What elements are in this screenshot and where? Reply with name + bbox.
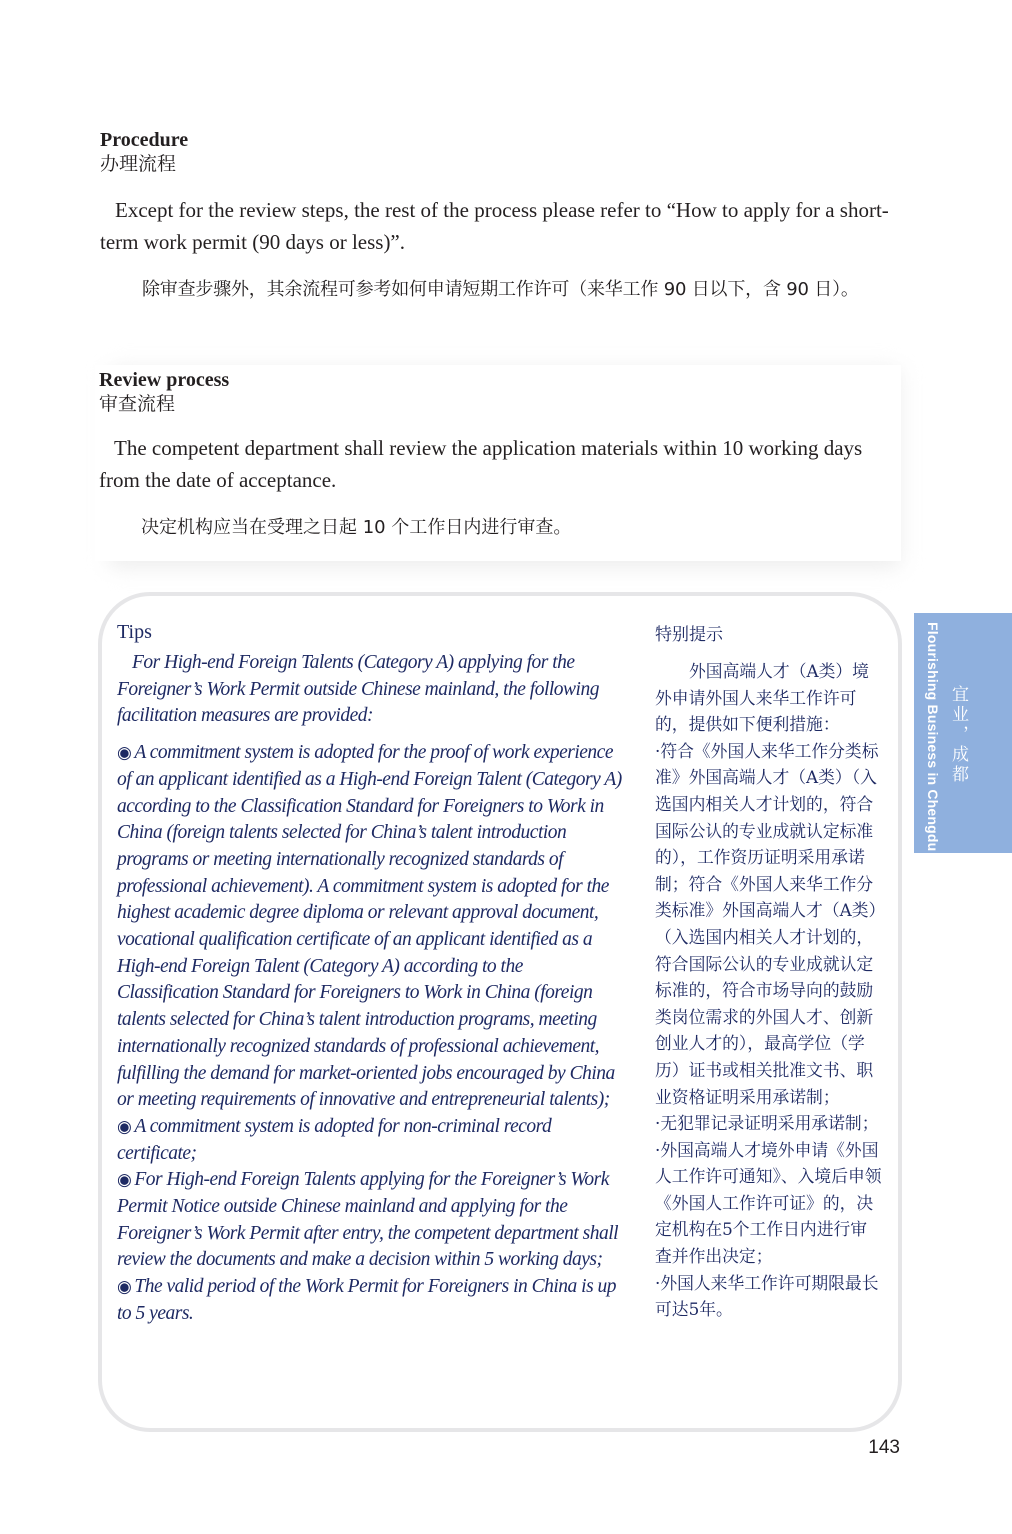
tips-item-en: ◉ For High-end Foreign Talents applying for the Foreigner’s Work Permit Notice outside Chinese mainland and applying for the Foreigner’s Work Permit after entry, the competent department shall review the documents and make a decision within 5 working days;	[117, 1169, 619, 1271]
side-tab-chinese: 宜业，成都	[948, 685, 968, 785]
tips-title-en: Tips	[117, 621, 152, 643]
tips-title-zh: 特别提示	[655, 625, 723, 645]
procedure-section	[100, 128, 900, 306]
review-section	[99, 368, 869, 544]
tips-item-en: ◉ A commitment system is adopted for the proof of work experience of an applicant identified as a High-end Foreign Talent (Category A) according to the Classification Standard for Foreigners to Work in China (foreign talents selected for China’s talent introduction programs or meeting internationally recognized standards of professional achievement). A commitment system is adopted for the highest academic degree diploma or relevant approval document, vocational qualification certificate of an applicant identified as a High-end Foreign Talent (Category A) according to the Classification Standard for Foreigners to Work in China (foreign talents selected for China’s talent introduction programs, meeting internationally recognized standards of professional achievement, fulfilling the demand for market-oriented jobs encouraged by China or meeting requirements of innovative and entrepreneurial talents);	[117, 742, 622, 1111]
side-tab-english: Flourishing Business in Chengdu	[925, 622, 941, 852]
tips-intro-zh: 外国高端人才（A类）境外申请外国人来华工作许可的，提供如下便利措施：	[655, 661, 869, 735]
review-title-en: Review process	[99, 369, 230, 391]
tips-chinese-column	[655, 622, 883, 1323]
procedure-text-en: Except for the review steps, the rest of the process please refer to “How to apply for a short-term work permit (90 days or less)”.	[100, 198, 889, 254]
page-number: 143	[868, 1437, 900, 1458]
procedure-title-zh: 办理流程	[100, 153, 177, 175]
review-title-zh: 审查流程	[99, 393, 176, 415]
tips-item-zh: ·外国人来华工作许可期限最长可达5年。	[655, 1272, 879, 1320]
tips-english-column	[117, 620, 627, 1328]
tips-item-zh: ·符合《外国人来华工作分类标准》外国高端人才（A类）（入选国内相关人才计划的，符合国际公认的专业成就认定标准的），工作资历证明采用承诺制；符合《外国人来华工作分类标准》外国高端人才（A类）（入选国内相关人才计划的，符合国际公认的专业成就认定标准的，符合市场导向的鼓励类岗位需求的外国人才、创新创业人才的），最高学位（学历）证书或相关批准文书、职业资格证明采用承诺制；	[655, 740, 879, 1107]
bullet-icon: ◉	[117, 1116, 132, 1136]
tips-item-en: ◉ The valid period of the Work Permit for Foreigners in China is up to 5 years.	[117, 1276, 617, 1324]
tips-item-en: ◉ A commitment system is adopted for non-criminal record certificate;	[117, 1115, 552, 1164]
review-text-zh: 决定机构应当在受理之日起 10 个工作日内进行审查。	[141, 517, 572, 538]
tips-item-zh: ·外国高端人才境外申请《外国人工作许可通知》、入境后申领《外国人工作许可证》的，决定机构在5个工作日内进行审查并作出决定；	[655, 1139, 882, 1267]
review-text-en: The competent department shall review the application materials within 10 working days from the date of acceptance.	[99, 436, 863, 492]
bullet-icon: ◉	[117, 1277, 132, 1297]
bullet-icon: ◉	[117, 743, 132, 763]
bullet-icon: ◉	[117, 1170, 132, 1190]
procedure-text-zh: 除审查步骤外，其余流程可参考如何申请短期工作许可（来华工作 90 日以下，含 90 日）。	[142, 279, 859, 300]
tips-item-zh: ·无犯罪记录证明采用承诺制；	[655, 1113, 879, 1134]
procedure-title-en: Procedure	[100, 129, 189, 151]
tips-intro-en: For High-end Foreign Talents (Category A) applying for the Foreigner’s Work Permit outside Chinese mainland, the following facilitation measures are provided:	[117, 652, 599, 727]
